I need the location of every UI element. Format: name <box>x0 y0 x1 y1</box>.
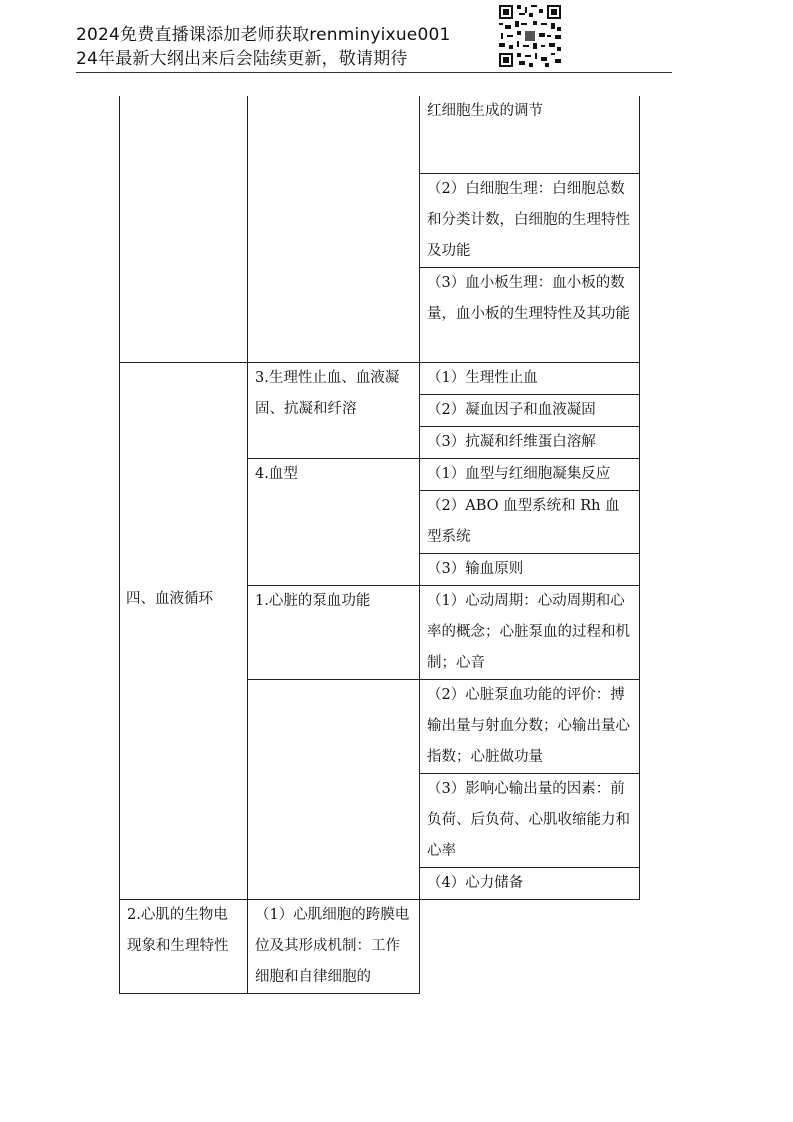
header-promo-line: 2024免费直播课添加老师获取renminyixue001 <box>76 25 451 45</box>
point-cell: （1）心动周期：心动周期和心率的概念；心脏泵血的过程和机制；心音 <box>420 585 640 679</box>
syllabus-table <box>119 96 640 994</box>
point-cell: （1）血型与红细胞凝集反应 <box>420 458 640 490</box>
topic-cell: 2.心肌的生物电现象和生理特性 <box>120 899 248 993</box>
unit-cell-continued <box>120 362 248 899</box>
header-divider <box>76 72 672 73</box>
point-cell: （3）抗凝和纤维蛋白溶解 <box>420 426 640 458</box>
unit-cell-continued <box>120 96 248 362</box>
point-cell: （2）ABO 血型系统和 Rh 血型系统 <box>420 490 640 553</box>
point-cell: （1）生理性止血 <box>420 362 640 394</box>
unit-label-circulation: 四、血液循环 <box>126 584 213 615</box>
topic-cell-continued <box>248 96 420 362</box>
header-notice-line: 24年最新大纲出来后会陆续更新，敬请期待 <box>76 49 408 69</box>
point-cell: （3）血小板生理：血小板的数量，血小板的生理特性及其功能 <box>420 267 640 362</box>
point-cell: 红细胞生成的调节 <box>420 96 640 173</box>
point-cell: （2）白细胞生理：白细胞总数和分类计数，白细胞的生理特性及功能 <box>420 173 640 267</box>
point-cell: （4）心力储备 <box>420 867 640 899</box>
topic-cell: 1.心脏的泵血功能 <box>248 585 420 679</box>
point-cell: （2）凝血因子和血液凝固 <box>420 394 640 426</box>
topic-cell-continued <box>248 679 420 899</box>
topic-cell: 3.生理性止血、血液凝固、抗凝和纤溶 <box>248 362 420 458</box>
point-cell: （3）输血原则 <box>420 553 640 585</box>
qr-code-icon <box>497 3 563 69</box>
point-cell: （1）心肌细胞的跨膜电位及其形成机制：工作细胞和自律细胞的 <box>248 899 420 993</box>
point-cell: （2）心脏泵血功能的评价：搏输出量与射血分数；心输出量心指数；心脏做功量 <box>420 679 640 773</box>
page-header <box>76 22 676 74</box>
point-cell: （3）影响心输出量的因素：前负荷、后负荷、心肌收缩能力和心率 <box>420 773 640 867</box>
topic-cell: 4.血型 <box>248 458 420 585</box>
